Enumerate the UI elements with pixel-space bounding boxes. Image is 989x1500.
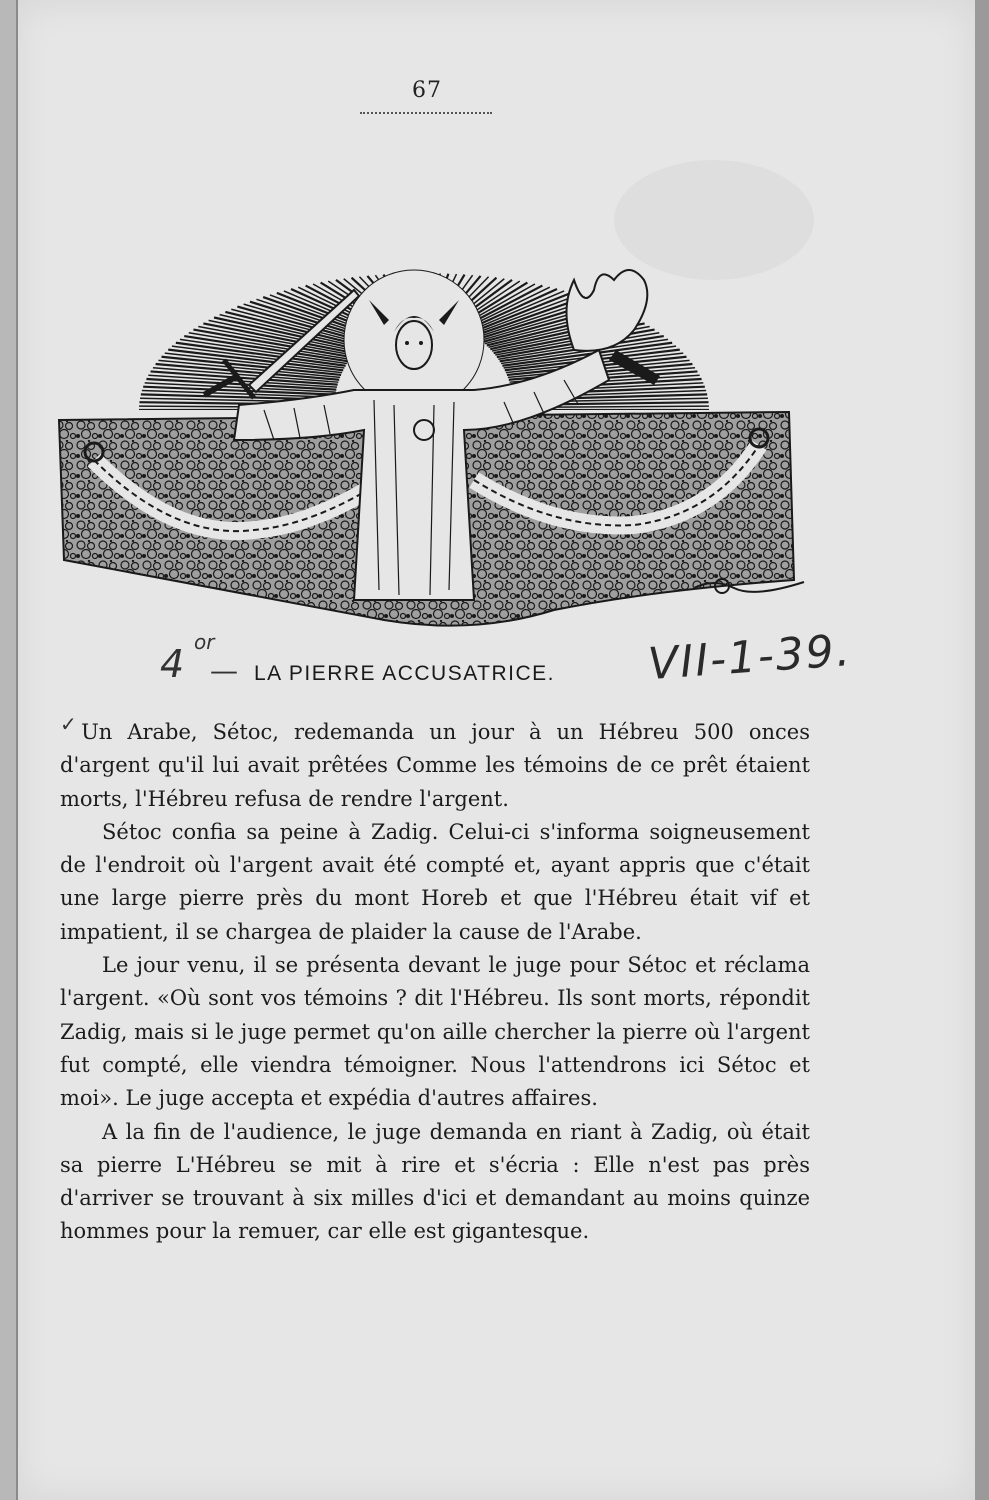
handwritten-superscript: or — [194, 630, 215, 654]
book-spine — [0, 0, 18, 1500]
paragraph-text: Un Arabe, Sétoc, redemanda un jour à un Hébreu 500 onces d'argent qu'il lui avait prêtées Comme les témoins de ce prêt étaient morts, l'Hébreu refusa de rendre l'argent. — [60, 720, 810, 811]
page-edge — [975, 0, 989, 1500]
handwritten-dash: — — [210, 654, 238, 687]
paragraph-4: A la fin de l'audience, le juge demanda en riant à Zadig, où était sa pierre L'Hébreu se mit à rire et s'écria : Elle n'est pas près d'arriver se trouvant à six milles d'ici et demandant au moins quinze hommes pour la remuer, car elle est gigantesque. — [60, 1119, 810, 1244]
chapter-title: LA PIERRE ACCUSATRICE. — [254, 662, 556, 685]
page-number: 67 — [412, 78, 442, 103]
chapter-body — [60, 708, 810, 1249]
handwritten-date: VII-1-39. — [646, 624, 854, 691]
page-number-rule — [360, 112, 492, 114]
paragraph-1 — [60, 708, 810, 816]
book-page — [14, 0, 976, 1500]
tick-mark: ✓ — [60, 712, 86, 736]
paragraph-2: Sétoc confia sa peine à Zadig. Celui-ci s'informa soigneusement de l'endroit où l'argent avait été compté et, ayant appris que c'était une large pierre près du mont Horeb et que l'Hébreu était vif et impatient, il se chargea de plaider la cause de l'Arabe. — [60, 819, 810, 944]
chapter-heading — [154, 624, 874, 708]
handwritten-number: 4 — [160, 642, 185, 686]
paragraph-3: Le jour venu, il se présenta devant le juge pour Sétoc et réclama l'argent. «Où sont vos témoins ? dit l'Hébreu. Ils sont morts, répondit Zadig, mais si le juge permet qu'on aille chercher la pierre où l'argent fut compté, elle viendra témoigner. Nous l'attendrons ici Sétoc et moi». Le juge accepta et expédia d'autres affaires. — [60, 953, 810, 1111]
allegorical-illustration — [54, 140, 814, 640]
